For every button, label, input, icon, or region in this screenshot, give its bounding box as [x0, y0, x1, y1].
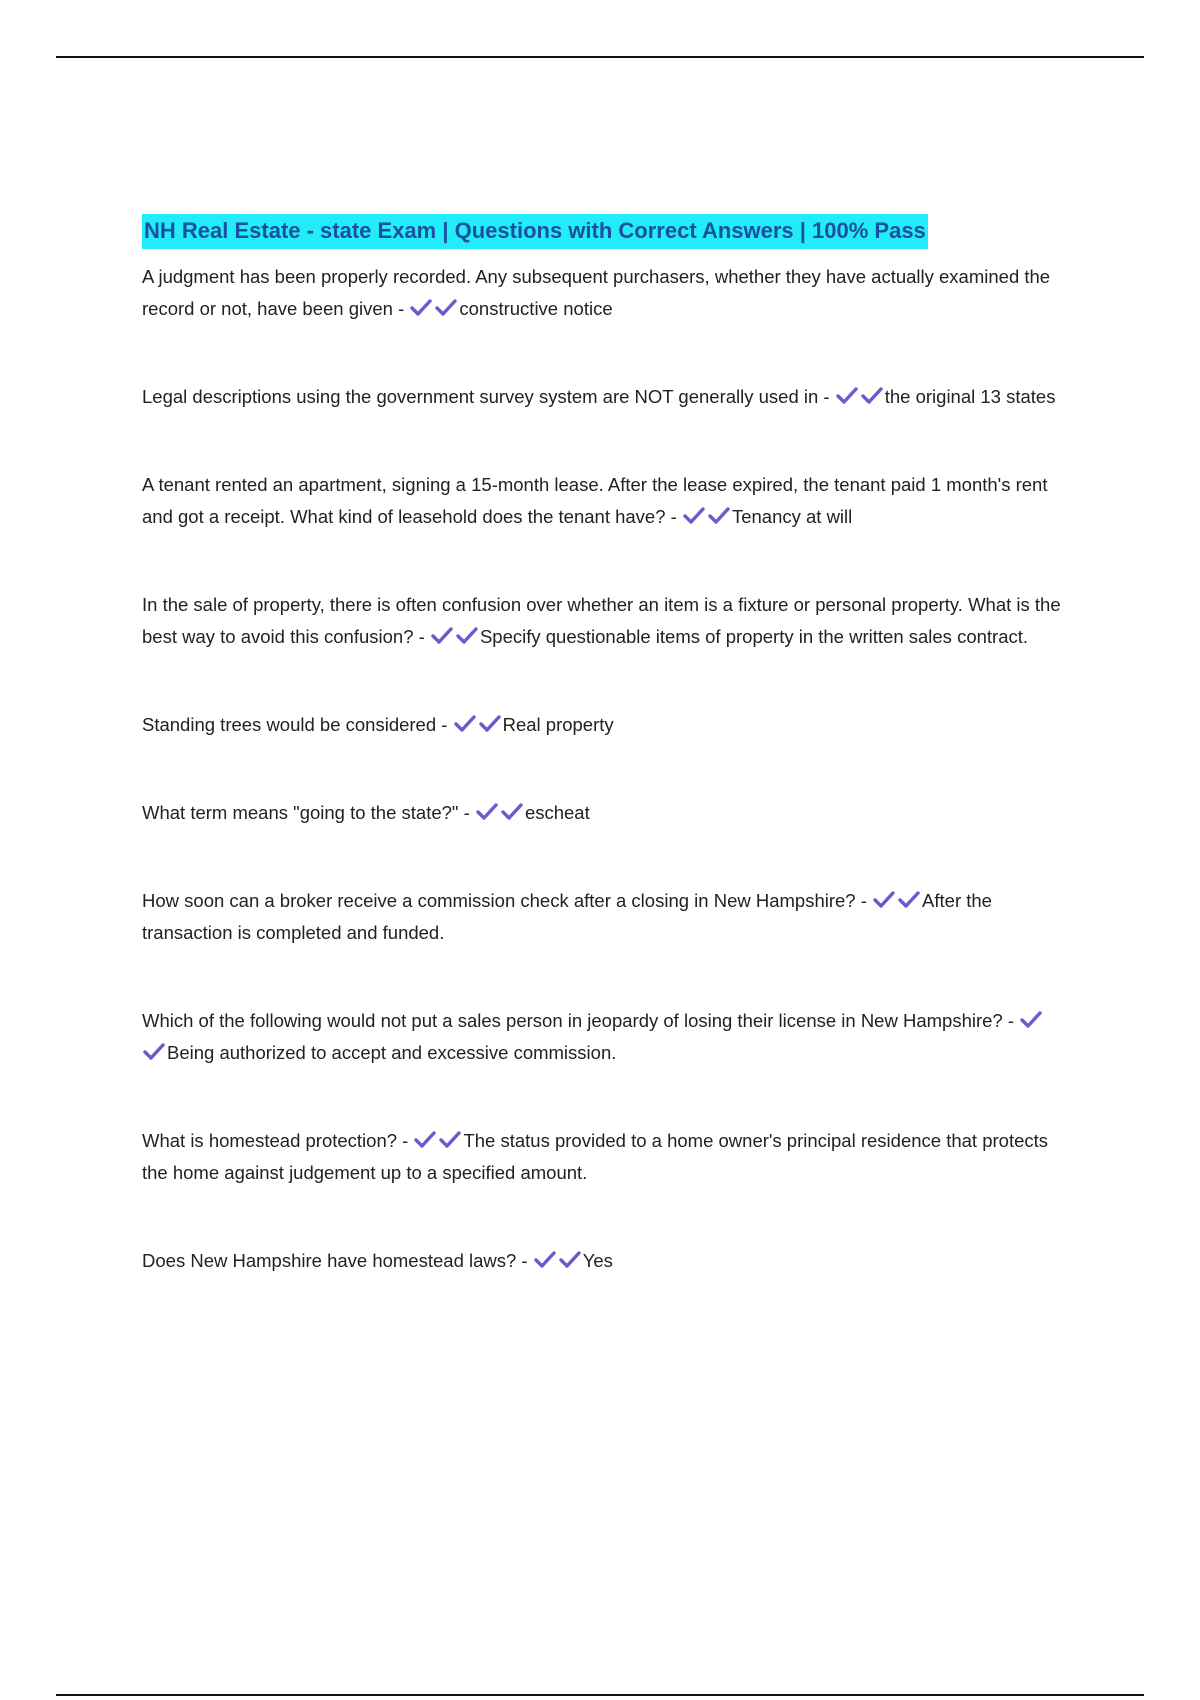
check-icon	[835, 387, 859, 405]
qa-item	[142, 709, 1062, 741]
check-icon	[453, 715, 477, 733]
check-icon	[478, 715, 502, 733]
answer-text: Real property	[502, 714, 614, 735]
check-icon	[438, 1131, 462, 1149]
check-icon	[872, 891, 896, 909]
bottom-rule	[56, 1694, 1144, 1696]
answer-text: Being authorized to accept and excessive commission.	[167, 1042, 617, 1063]
qa-item	[142, 797, 1062, 829]
check-icon	[142, 1043, 166, 1061]
check-icon	[430, 627, 454, 645]
question-text: Standing trees would be considered -	[142, 714, 448, 735]
qa-list	[142, 261, 1062, 1277]
check-icon	[558, 1251, 582, 1269]
qa-item	[142, 261, 1062, 325]
check-icon	[1019, 1011, 1043, 1029]
answer-text: Specify questionable items of property in the written sales contract.	[479, 626, 1029, 647]
question-text: A judgment has been properly recorded. Any subsequent purchasers, whether they have actually examined the record or not, have been given -	[142, 266, 1051, 319]
check-icon	[409, 299, 433, 317]
check-icon	[682, 507, 706, 525]
question-text: How soon can a broker receive a commission check after a closing in New Hampshire? -	[142, 890, 867, 911]
check-icon	[897, 891, 921, 909]
document-body	[142, 214, 1062, 1277]
question-text: What is homestead protection? -	[142, 1130, 409, 1151]
question-text: What term means "going to the state?" -	[142, 802, 470, 823]
check-icon	[533, 1251, 557, 1269]
answer-text: The status provided to a home owner's principal residence that protects the home against judgement up to a specified amount.	[142, 1130, 1049, 1183]
question-text: Which of the following would not put a sales person in jeopardy of losing their license in New Hampshire? -	[142, 1010, 1015, 1031]
qa-item	[142, 589, 1062, 653]
document-title: NH Real Estate - state Exam | Questions with Correct Answers | 100% Pass	[142, 214, 928, 249]
qa-item	[142, 1005, 1062, 1069]
answer-text: Tenancy at will	[731, 506, 853, 527]
answer-text: After the transaction is completed and funded.	[142, 890, 992, 943]
answer-text: Yes	[582, 1250, 613, 1271]
qa-item	[142, 1125, 1062, 1189]
answer-text: escheat	[524, 802, 590, 823]
check-icon	[500, 803, 524, 821]
qa-item	[142, 1245, 1062, 1277]
answer-text: the original 13 states	[884, 386, 1056, 407]
check-icon	[455, 627, 479, 645]
check-icon	[434, 299, 458, 317]
question-text: A tenant rented an apartment, signing a 15-month lease. After the lease expired, the tenant paid 1 month's rent and got a receipt. What kind of leasehold does the tenant have? -	[142, 474, 1048, 527]
question-text: In the sale of property, there is often confusion over whether an item is a fixture or personal property. What is the best way to avoid this confusion? -	[142, 594, 1061, 647]
question-text: Does New Hampshire have homestead laws? -	[142, 1250, 528, 1271]
top-rule	[56, 56, 1144, 58]
qa-item	[142, 381, 1062, 413]
check-icon	[475, 803, 499, 821]
qa-item	[142, 885, 1062, 949]
check-icon	[860, 387, 884, 405]
question-text: Legal descriptions using the government survey system are NOT generally used in -	[142, 386, 830, 407]
qa-item	[142, 469, 1062, 533]
answer-text: constructive notice	[459, 298, 613, 319]
check-icon	[707, 507, 731, 525]
check-icon	[413, 1131, 437, 1149]
